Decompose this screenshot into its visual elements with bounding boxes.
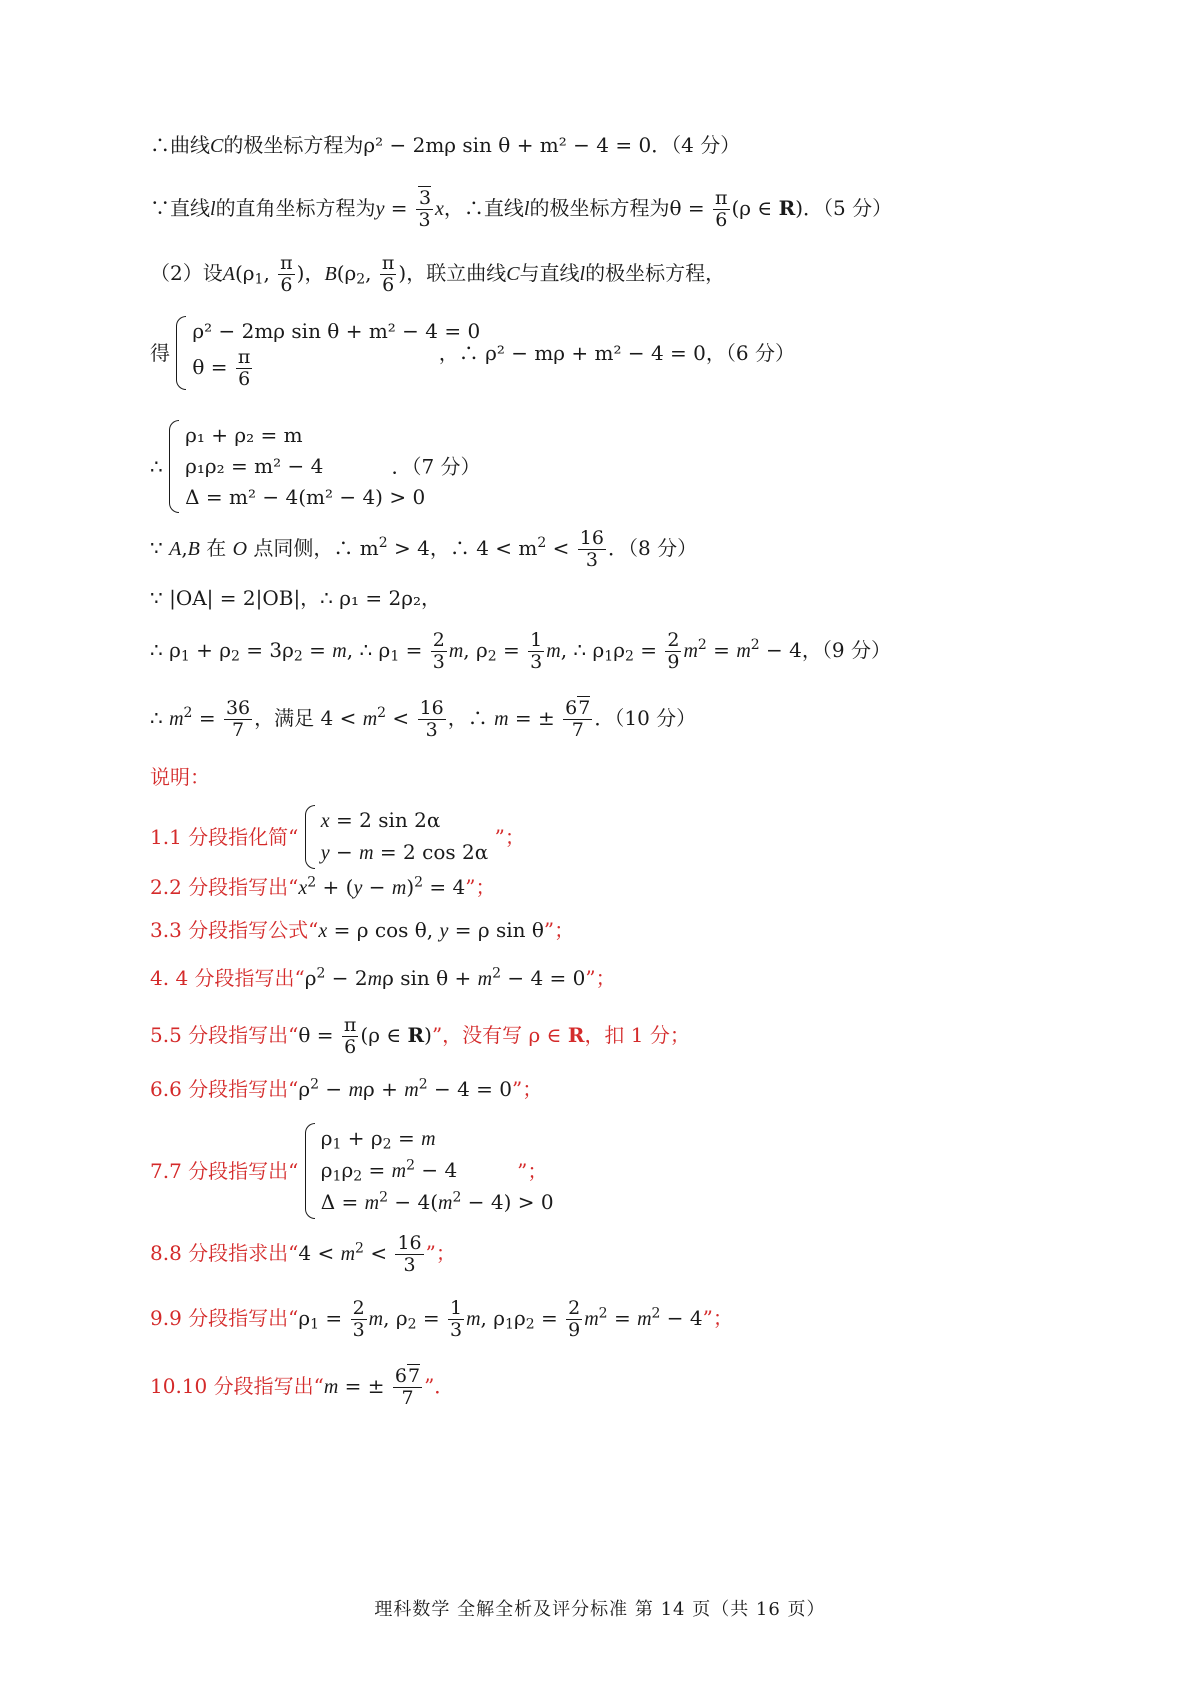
fraction-sqrt3-over-3: $\frac{3}{3}$ xyxy=(416,188,433,231)
solution-line-7: ∵ |OA| = 2|OB|，∴ ρ₁ = 2ρ₂， xyxy=(150,586,442,610)
solution-line-6: ∵ A,B 在 O 点同侧，∴ $m^2 > 4$，∴ $4 < m^2$ < $\frac{16}{3}$ ．（8 分） xyxy=(150,527,698,571)
page-footer: 理科数学 全解全析及评分标准 第 14 页（共 16 页） xyxy=(374,1599,826,1620)
note-4: 4. 4 分段指写出“$\rho^2 - 2m\rho$ $\sin \theta + m^2 - 4 = 0$”； xyxy=(150,965,616,990)
note-10: 10.10 分段指写出“m = ± $\frac{67}{7}$ ”． xyxy=(150,1365,455,1409)
solution-line-4: 得 ρ² − 2mρ sin θ + m² − 4 = 0 θ = $\frac{\pi}{6}$ ，∴ ρ² − mρ + m² − 4 = 0，（6 分） xyxy=(150,316,795,390)
note-8: 8.8 分段指求出“$4 < m^2$ < $\frac{16}{3}$ ”； xyxy=(150,1232,456,1276)
notes-heading: 说明： xyxy=(150,765,210,789)
solution-line-2: ∵直线l的直角坐标方程为y = $\frac{3}{3}$ x，∴直线l的极坐标方程为θ = $\frac{\pi}{6}$ (ρ ∈ R)．（5 分） xyxy=(150,187,893,231)
solution-line-9: ∴ $m^2$ = $\frac{36}{7}$ ，满足 $4 < m^2$ < $\frac{16}{3}$ ，∴ m = ± $\frac{67}{7}$ ．（10 分） xyxy=(150,697,697,741)
solution-line-1: ∴曲线C的极坐标方程为ρ² − 2mρ sin θ + m² − 4 = 0．（4 分） xyxy=(150,133,741,157)
fraction-pi-over-6: $\frac{\pi}{6}$ xyxy=(715,187,728,231)
equation-system-2: ρ₁ + ρ₂ = m ρ₁ρ₂ = m² − 4 Δ = m² − 4(m² − 4) > 0 xyxy=(169,420,385,513)
solution-line-8: ∴ $\rho_1 + \rho_2 = 3\rho_2 = m$, ∴ $\rho_1$ = $\frac{2}{3}$ m, $\rho_2$ = $\frac{1}{3}$ m, ∴ $\rho_1\rho_2$ = $\frac{2}{9}$ $m^2 = m^2 - 4$，（9 分） xyxy=(150,629,891,673)
note-3: 3.3 分段指写公式“x = ρ cos θ, y = ρ sin θ”； xyxy=(150,918,575,942)
note-5: 5.5 分段指写出“θ = $\frac{\pi}{6}$ (ρ ∈ R)”，没有写 ρ ∈ R，扣 1 分； xyxy=(150,1014,690,1058)
solution-line-3: （2）设$A(\rho_1$, $\frac{\pi}{6}$ )，$B(\rho_2$, $\frac{\pi}{6}$ )，联立曲线C与直线l的极坐标方程， xyxy=(150,252,726,296)
equation-polar-curve: ρ² − 2mρ sin θ + m² − 4 = 0 xyxy=(363,133,652,157)
note-9: 9.9 分段指写出“$\rho_1$ = $\frac{2}{3}$ m, $\rho_2$ = $\frac{1}{3}$ m, $\rho_1\rho_2$ = $\frac{2}{9}$ $m^2 = m^2 - 4$”； xyxy=(150,1297,733,1341)
note-7: 7.7 分段指写出“ $\rho_1 + \rho_2 = m$ $\rho_1\rho_2 = m^2 - 4$ $\Delta = m^2 - 4(m^2 - 4) > 0$ ”； xyxy=(150,1123,547,1219)
solution-line-5: ∴ ρ₁ + ρ₂ = m ρ₁ρ₂ = m² − 4 Δ = m² − 4(m² − 4) > 0 ．（7 分） xyxy=(150,420,481,513)
note-1: 1.1 分段指化简“ x = 2 sin 2α y − m = 2 cos 2α ”； xyxy=(150,805,525,869)
note-2: 2.2 分段指写出“$x^2 + (y - m)^2 = 4$”； xyxy=(150,874,496,899)
note-6: 6.6 分段指写出“$\rho^2 - m\rho + m^2 - 4 = 0$”； xyxy=(150,1076,543,1101)
equation-system-1: ρ² − 2mρ sin θ + m² − 4 = 0 θ = $\frac{\pi}{6}$ xyxy=(176,316,432,390)
